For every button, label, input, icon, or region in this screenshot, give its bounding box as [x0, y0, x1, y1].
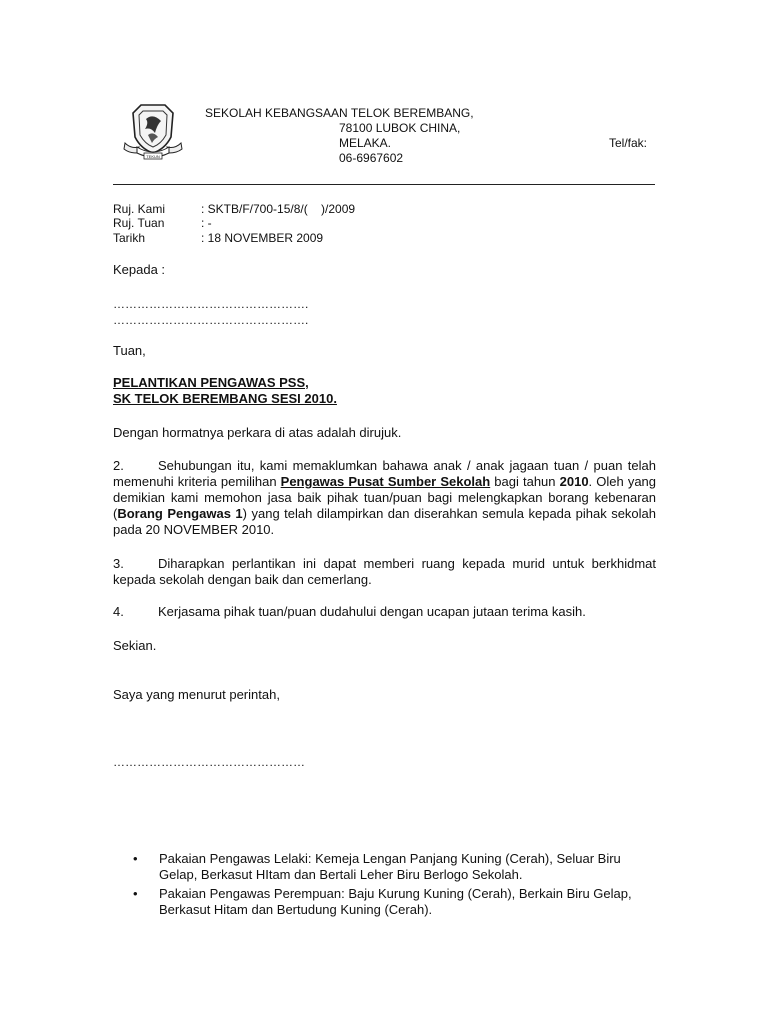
- letter-title-line-2: SK TELOK BEREMBANG SESI 2010.: [113, 391, 337, 406]
- paragraph-2-number: 2.: [113, 458, 124, 473]
- list-item: • Pakaian Pengawas Lelaki: Kemeja Lengan Panjang Kuning (Cerah), Seluar Biru Gelap, Berkasut HItam dan Bertali Leher Biru Berlogo Sekolah.: [113, 851, 643, 883]
- signature-line: …………………………………………: [113, 755, 305, 769]
- tarikh-label: Tarikh: [113, 231, 146, 245]
- logo-motto: TEKUN: [146, 154, 160, 159]
- list-item: • Pakaian Pengawas Perempuan: Baju Kurung Kuning (Cerah), Berkain Biru Gelap, Berkasut Hitam dan Bertudung Kuning (Cerah).: [113, 886, 643, 918]
- address-line-2: MELAKA.: [339, 136, 392, 150]
- school-name: SEKOLAH KEBANGSAAN TELOK BEREMBANG,: [205, 106, 474, 120]
- p2-programme-name: Pengawas Pusat Sumber Sekolah: [280, 474, 491, 489]
- attire-notes-list: [113, 851, 643, 921]
- ruj-tuan-value: : -: [201, 216, 212, 230]
- school-crest-logo: [121, 97, 185, 161]
- salutation: Tuan,: [113, 343, 146, 358]
- recipient-line-2: ………………………………………….: [113, 313, 309, 327]
- p2-text-a: Sehubungan itu, kami memaklumkan bahawa anak / anak jagaan tuan / puan telah memenuhi kriteria pemilihan: [113, 458, 656, 489]
- header-divider: [113, 184, 655, 185]
- letter-title-line-1: PELANTIKAN PENGAWAS PSS,: [113, 375, 309, 390]
- signoff: Saya yang menurut perintah,: [113, 687, 280, 702]
- recipient-label: Kepada :: [113, 262, 166, 277]
- phone-number: 06-6967602: [339, 151, 404, 165]
- telfax-label: Tel/fak:: [609, 136, 648, 150]
- paragraph-3: Diharapkan perlantikan ini dapat memberi ruang kepada murid untuk berkhidmat kepada sekolah dengan baik dan cemerlang.: [113, 556, 656, 587]
- recipient-line-1: ………………………………………….: [113, 297, 309, 311]
- p2-text-e: . Oleh yang demikian kami memohon jasa baik pihak tuan/puan bagi melengkapkan borang kebenaran (: [113, 474, 657, 521]
- paragraph-2: [113, 458, 656, 538]
- ruj-tuan-label: Ruj. Tuan: [113, 216, 165, 230]
- p2-text-c: bagi tahun: [490, 474, 560, 489]
- closing: Sekian.: [113, 638, 157, 653]
- opening-paragraph: Dengan hormatnya perkara di atas adalah dirujuk.: [113, 425, 402, 440]
- paragraph-4: Kerjasama pihak tuan/puan dudahului dengan ucapan jutaan terima kasih.: [158, 604, 586, 619]
- address-line-1: 78100 LUBOK CHINA,: [339, 121, 461, 135]
- paragraph-4-number: 4.: [113, 604, 124, 619]
- tarikh-value: : 18 NOVEMBER 2009: [201, 231, 324, 245]
- ruj-kami-label: Ruj. Kami: [113, 202, 166, 216]
- ruj-kami-value: : SKTB/F/700-15/8/( )/2009: [201, 202, 356, 216]
- p2-text-g: ) yang telah dilampirkan dan diserahkan semula kepada pihak sekolah pada 20 NOVEMBER 2010.: [113, 506, 657, 537]
- p2-year: 2010: [559, 474, 589, 489]
- paragraph-3-number: 3.: [113, 556, 124, 571]
- p2-form-name: Borang Pengawas 1: [117, 506, 243, 521]
